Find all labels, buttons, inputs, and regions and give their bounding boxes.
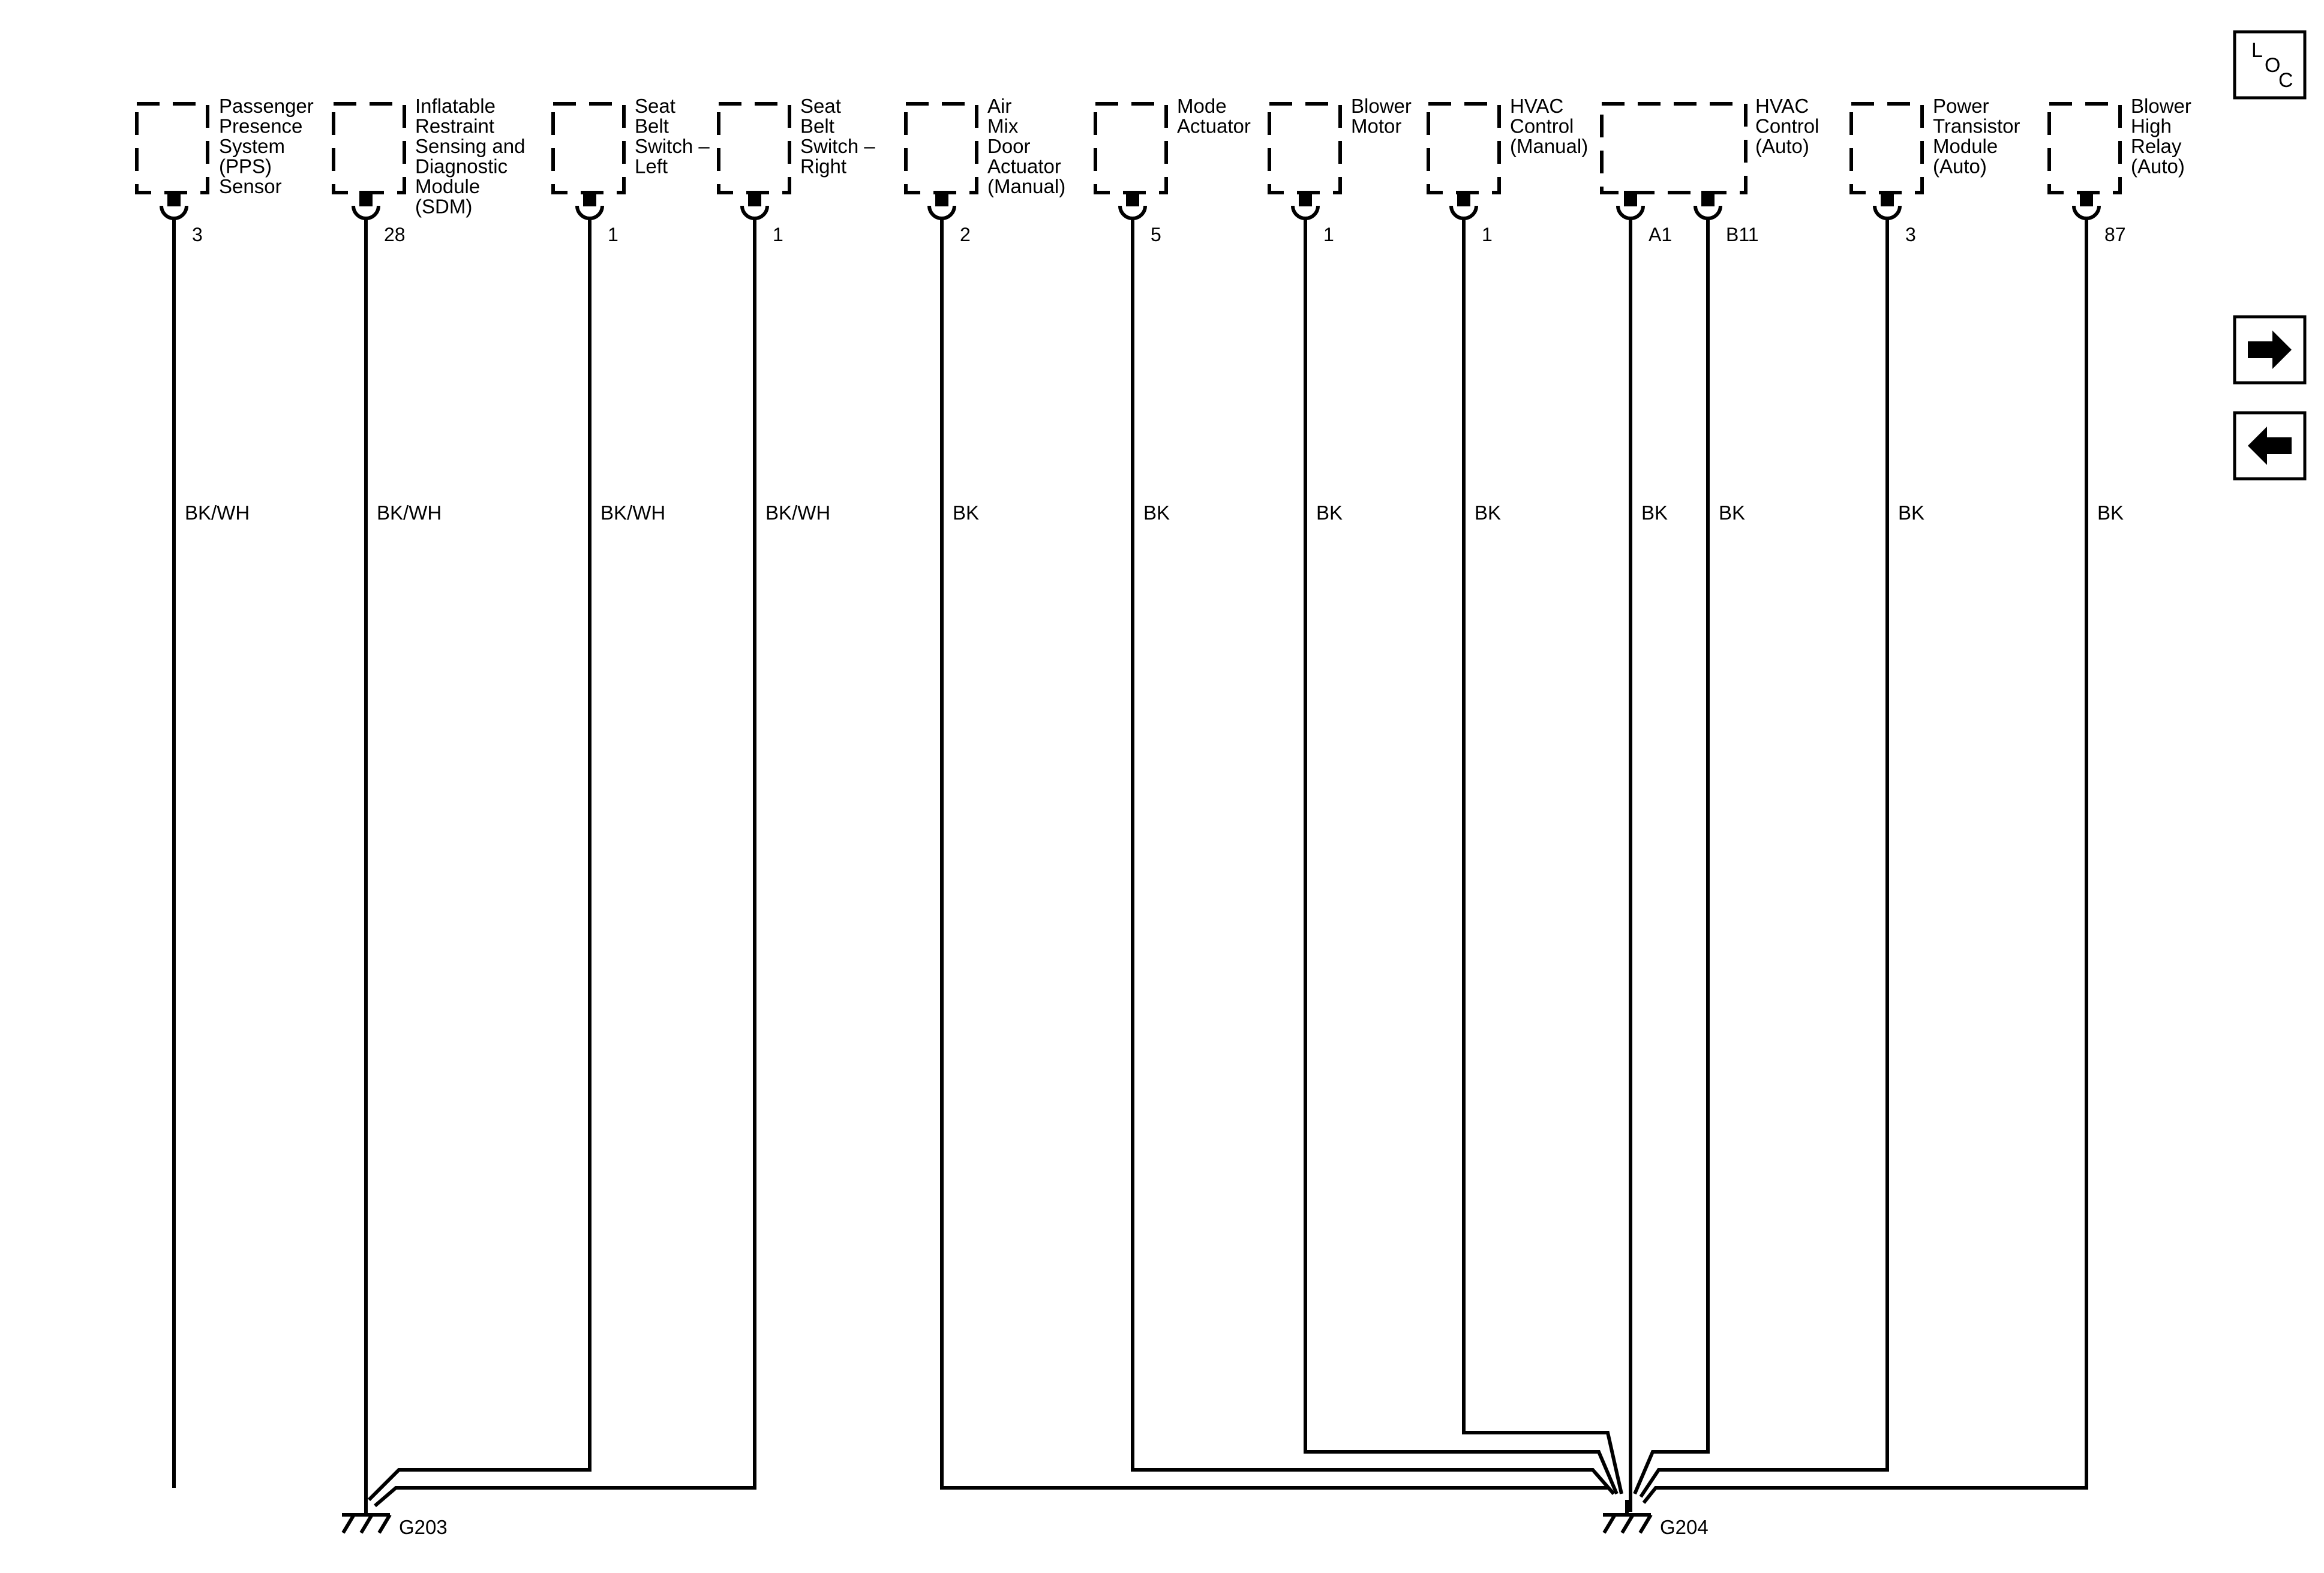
component-label-line: Passenger bbox=[219, 95, 314, 117]
terminal-pin bbox=[353, 191, 379, 218]
terminal-number: 1 bbox=[1323, 224, 1334, 245]
component-label-line: Control bbox=[1510, 115, 1574, 137]
loc-button[interactable] bbox=[2235, 32, 2305, 98]
loc-letter-o: O bbox=[2265, 54, 2281, 77]
component-label-line: HVAC bbox=[1755, 95, 1809, 117]
ground-hatch bbox=[1640, 1515, 1651, 1533]
connector-box bbox=[906, 104, 977, 193]
component-label-blower-high-relay bbox=[2131, 95, 2191, 178]
ground-symbols bbox=[342, 1500, 1709, 1538]
component-label-line: (SDM) bbox=[415, 195, 473, 218]
connector-box bbox=[1851, 104, 1922, 193]
wire-color-label: BK bbox=[1898, 502, 1925, 524]
pin-socket bbox=[577, 206, 602, 218]
pin-block bbox=[1881, 191, 1894, 206]
component-label-line: Belt bbox=[635, 115, 669, 137]
component-blower-motor bbox=[1269, 104, 1340, 218]
pin-socket bbox=[1695, 206, 1721, 218]
component-mode-actuator bbox=[1095, 104, 1166, 218]
connector-box bbox=[1602, 104, 1746, 193]
terminal-number: 1 bbox=[608, 224, 618, 245]
component-label-line: Blower bbox=[2131, 95, 2191, 117]
connector-box bbox=[137, 104, 208, 193]
component-label-hvac-auto bbox=[1755, 95, 1819, 157]
loc-letter-l: L bbox=[2251, 39, 2263, 62]
pin-socket bbox=[742, 206, 767, 218]
pin-block bbox=[167, 191, 181, 206]
wire-color-label: BK/WH bbox=[185, 502, 250, 524]
component-label-line: System bbox=[219, 135, 286, 157]
component-label-air-mix bbox=[987, 95, 1065, 197]
ground-hatch bbox=[379, 1515, 390, 1533]
component-label-line: Actuator bbox=[987, 155, 1061, 178]
terminal-pin bbox=[1618, 191, 1643, 218]
wire-color-label: BK bbox=[1316, 502, 1343, 524]
pin-block bbox=[1457, 191, 1470, 206]
terminal-number: 3 bbox=[192, 224, 203, 245]
component-air-mix bbox=[906, 104, 977, 218]
component-blower-high-relay bbox=[2049, 104, 2120, 218]
component-label-line: Sensing and bbox=[415, 135, 526, 157]
component-sdm bbox=[334, 104, 404, 218]
component-label-hvac-manual bbox=[1510, 95, 1588, 157]
component-label-line: (Auto) bbox=[2131, 155, 2185, 178]
pin-socket bbox=[1120, 206, 1145, 218]
component-label-line: (Manual) bbox=[1510, 135, 1589, 157]
ground-hatch bbox=[1622, 1515, 1633, 1533]
wire-hvac-manual bbox=[1464, 218, 1622, 1494]
wire-blower-high-relay bbox=[1644, 218, 2086, 1503]
pin-socket bbox=[929, 206, 954, 218]
pin-socket bbox=[1293, 206, 1318, 218]
component-label-line: Seat bbox=[800, 95, 841, 117]
component-label-line: Seat bbox=[635, 95, 675, 117]
pin-socket bbox=[1618, 206, 1643, 218]
component-label-line: HVAC bbox=[1510, 95, 1564, 117]
component-label-power-transistor bbox=[1933, 95, 2020, 178]
wire-color-label: BK/WH bbox=[377, 502, 442, 524]
component-label-pps bbox=[219, 95, 314, 197]
terminal-number: 3 bbox=[1905, 224, 1916, 245]
terminal-pin bbox=[1120, 191, 1145, 218]
component-label-seat-belt-left bbox=[635, 95, 710, 178]
component-label-line: Presence bbox=[219, 115, 303, 137]
pin-socket bbox=[1875, 206, 1900, 218]
component-label-line: Actuator bbox=[1177, 115, 1251, 137]
component-label-line: Mix bbox=[987, 115, 1019, 137]
component-label-blower-motor bbox=[1351, 95, 1412, 137]
pin-socket bbox=[2074, 206, 2099, 218]
wire-air-mix bbox=[942, 218, 1608, 1488]
terminal-pin bbox=[577, 191, 602, 218]
loc-letter-c: C bbox=[2278, 69, 2293, 92]
wire-seat-belt-left bbox=[369, 218, 590, 1500]
component-label-line: Left bbox=[635, 155, 668, 178]
component-label-line: Restraint bbox=[415, 115, 495, 137]
pin-block bbox=[1299, 191, 1312, 206]
wire-color-label: BK/WH bbox=[765, 502, 831, 524]
terminal-pin bbox=[1695, 191, 1721, 218]
connector-box bbox=[1095, 104, 1166, 193]
component-label-line: (PPS) bbox=[219, 155, 272, 178]
component-label-line: Transistor bbox=[1933, 115, 2020, 137]
ground-hatch bbox=[361, 1515, 372, 1533]
pin-block bbox=[359, 191, 373, 206]
connector-box bbox=[719, 104, 789, 193]
ground-g203 bbox=[342, 1500, 448, 1538]
connector-box bbox=[553, 104, 624, 193]
wire-color-label: BK bbox=[1475, 502, 1502, 524]
component-label-line: Belt bbox=[800, 115, 834, 137]
component-label-line: Right bbox=[800, 155, 847, 178]
connector-box bbox=[1428, 104, 1499, 193]
wire-hvac-auto-b11 bbox=[1635, 218, 1708, 1494]
previous-page-button[interactable] bbox=[2235, 413, 2305, 479]
pin-block bbox=[1701, 191, 1715, 206]
component-seat-belt-right bbox=[719, 104, 789, 218]
pin-block bbox=[1624, 191, 1637, 206]
pin-block bbox=[583, 191, 596, 206]
terminal-pin bbox=[929, 191, 954, 218]
component-label-line: (Manual) bbox=[987, 175, 1066, 197]
terminal-pin bbox=[1875, 191, 1900, 218]
component-label-line: Door bbox=[987, 135, 1031, 157]
ground-hatch bbox=[1604, 1515, 1615, 1533]
component-label-line: Control bbox=[1755, 115, 1819, 137]
wire-color-label: BK bbox=[1719, 502, 1746, 524]
terminal-number: 87 bbox=[2104, 224, 2126, 245]
component-label-line: (Auto) bbox=[1755, 135, 1809, 157]
wire-color-label: BK bbox=[1143, 502, 1170, 524]
component-seat-belt-left bbox=[553, 104, 624, 218]
component-label-line: High bbox=[2131, 115, 2172, 137]
wire-color-label: BK bbox=[1641, 502, 1668, 524]
component-labels bbox=[185, 95, 2191, 524]
terminal-number: 2 bbox=[960, 224, 971, 245]
component-label-line: Switch – bbox=[800, 135, 875, 157]
component-label-line: Air bbox=[987, 95, 1012, 117]
connector-box bbox=[1269, 104, 1340, 193]
terminal-number: 1 bbox=[773, 224, 783, 245]
pin-block bbox=[2080, 191, 2093, 206]
wire-color-label: BK/WH bbox=[600, 502, 666, 524]
wire-mode-actuator bbox=[1133, 218, 1614, 1494]
component-label-line: Inflatable bbox=[415, 95, 496, 117]
connector-box bbox=[334, 104, 404, 193]
ground-label: G203 bbox=[399, 1516, 448, 1538]
terminal-number: 5 bbox=[1151, 224, 1161, 245]
terminal-pin bbox=[1451, 191, 1476, 218]
next-page-button[interactable] bbox=[2235, 317, 2305, 383]
ground-hatch bbox=[343, 1515, 354, 1533]
component-label-line: Motor bbox=[1351, 115, 1402, 137]
component-power-transistor bbox=[1851, 104, 1922, 218]
terminal-number: 28 bbox=[384, 224, 406, 245]
component-label-line: Diagnostic bbox=[415, 155, 508, 178]
component-label-line: Blower bbox=[1351, 95, 1412, 117]
wire-power-transistor bbox=[1641, 218, 1887, 1497]
component-label-line: Module bbox=[415, 175, 481, 197]
terminal-number: A1 bbox=[1649, 224, 1673, 245]
pin-block bbox=[1126, 191, 1139, 206]
component-label-line: Module bbox=[1933, 135, 1998, 157]
wire-color-label: BK bbox=[2097, 502, 2124, 524]
wire-blower-motor bbox=[1305, 218, 1617, 1494]
ground-label: G204 bbox=[1660, 1516, 1709, 1538]
component-label-line: Switch – bbox=[635, 135, 710, 157]
ground-g204 bbox=[1603, 1500, 1709, 1538]
connector-box bbox=[2049, 104, 2120, 193]
terminal-pin bbox=[1293, 191, 1318, 218]
terminal-pin bbox=[2074, 191, 2099, 218]
terminal-number: B11 bbox=[1726, 224, 1759, 245]
pin-socket bbox=[161, 206, 187, 218]
component-label-line: Sensor bbox=[219, 175, 282, 197]
component-label-seat-belt-right bbox=[800, 95, 875, 178]
wires bbox=[174, 218, 2086, 1512]
component-pps bbox=[137, 104, 208, 218]
pin-socket bbox=[1451, 206, 1476, 218]
component-label-line: (Auto) bbox=[1933, 155, 1987, 178]
component-hvac-manual bbox=[1428, 104, 1499, 218]
terminal-pin bbox=[742, 191, 767, 218]
terminal-number: 1 bbox=[1482, 224, 1493, 245]
component-hvac-auto bbox=[1602, 104, 1746, 218]
component-label-line: Power bbox=[1933, 95, 1989, 117]
component-label-line: Mode bbox=[1177, 95, 1227, 117]
terminal-pin bbox=[161, 191, 187, 218]
pin-block bbox=[748, 191, 761, 206]
pin-socket bbox=[353, 206, 379, 218]
wire-color-label: BK bbox=[953, 502, 980, 524]
component-label-line: Relay bbox=[2131, 135, 2182, 157]
pin-block bbox=[935, 191, 948, 206]
component-label-sdm bbox=[415, 95, 525, 218]
wire-seat-belt-right bbox=[375, 218, 755, 1506]
component-label-mode-actuator bbox=[1177, 95, 1251, 137]
